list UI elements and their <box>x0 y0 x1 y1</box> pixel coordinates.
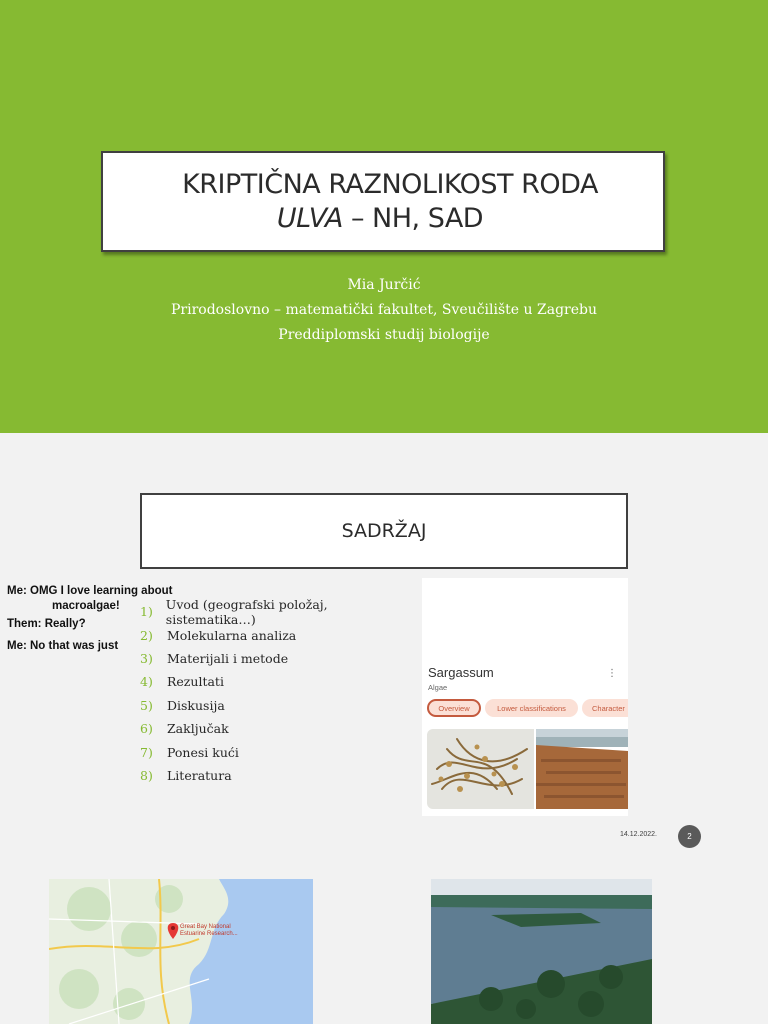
list-item <box>140 764 410 787</box>
meme-text-line-2: macroalgae! <box>52 600 120 612</box>
chip-lower-classifications: Lower classifications <box>485 699 578 717</box>
meme-text-line-3: Them: Really? <box>7 618 86 630</box>
contents-heading: SADRŽAJ <box>341 520 427 542</box>
list-item-label: Molekularna analiza <box>167 627 297 643</box>
list-item-number: 7) <box>140 744 153 760</box>
list-item <box>140 740 410 763</box>
list-item-number: 8) <box>140 767 153 783</box>
author-name: Mia Jurčić <box>347 277 421 293</box>
list-item <box>140 596 410 627</box>
sargassum-photo <box>427 729 534 809</box>
meme-card-subtitle: Algae <box>428 683 448 692</box>
meme-text-line-1: Me: OMG I love learning about <box>7 585 173 597</box>
chip-overview: Overview <box>427 699 481 717</box>
list-item-label: Diskusija <box>167 697 225 713</box>
title-genus: ULVA <box>276 203 343 234</box>
list-item-number: 5) <box>140 697 153 713</box>
list-item <box>140 717 410 740</box>
list-item-number: 4) <box>140 674 153 690</box>
list-item-label: Zaključak <box>167 721 229 737</box>
contents-list <box>140 596 410 787</box>
more-vert-icon: ⋮ <box>607 668 617 679</box>
map-image <box>49 879 313 1024</box>
title-location: – NH, SAD <box>342 203 484 234</box>
list-item-label: Materijali i metode <box>167 650 289 666</box>
beach-photo <box>536 729 628 809</box>
faculty-name: Prirodoslovno – matematički fakultet, Sveučilište u Zagrebu <box>171 302 597 318</box>
list-item-number: 6) <box>140 721 153 737</box>
page-number-badge <box>678 825 701 848</box>
map-place-label-1: Great Bay National <box>180 924 231 930</box>
aerial-photo <box>431 879 652 1024</box>
title-box <box>101 151 665 252</box>
list-item <box>140 670 410 693</box>
list-item-label: Uvod (geografski položaj, sistematika…) <box>165 596 328 627</box>
list-item-number: 1) <box>140 604 153 620</box>
list-item-number: 2) <box>140 627 153 643</box>
page-number: 2 <box>687 832 692 841</box>
list-item <box>140 694 410 717</box>
list-item <box>140 623 410 646</box>
meme-card-title: Sargassum <box>428 665 494 680</box>
title-line-1: KRIPTIČNA RAZNOLIKOST RODA <box>182 169 598 200</box>
study-program: Preddiplomski studij biologije <box>278 327 490 343</box>
list-item-label: Rezultati <box>167 674 224 690</box>
list-item-label: Ponesi kući <box>167 744 239 760</box>
title-line-2 <box>97 202 663 236</box>
meme-text-line-4: Me: No that was just <box>7 640 119 652</box>
list-item-label: Literatura <box>167 767 232 783</box>
slide-date: 14.12.2022. <box>620 831 657 838</box>
map-place-label-2: Estuarine Research... <box>180 931 238 937</box>
contents-heading-box <box>140 493 628 569</box>
list-item-number: 3) <box>140 650 153 666</box>
chip-characteristics: Character <box>582 699 628 717</box>
list-item <box>140 647 410 670</box>
title-slide <box>0 0 768 433</box>
